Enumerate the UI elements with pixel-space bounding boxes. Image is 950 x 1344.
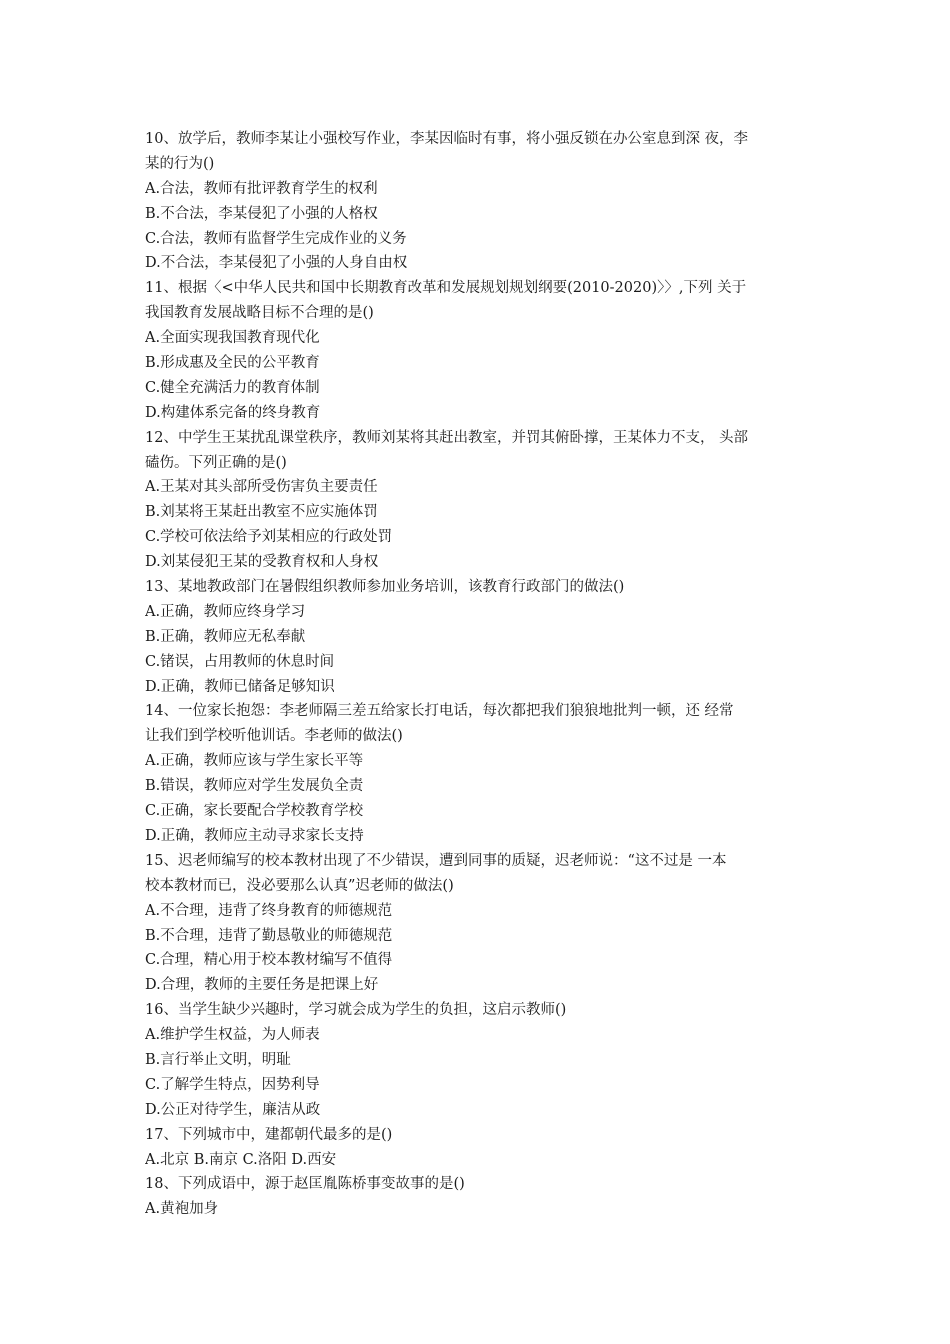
option-c: C.锗误，占用教师的休息时间 [145,653,335,670]
question-stem-line: 15、迟老师编写的校本教材出现了不少错误，遭到同事的质疑，迟老师说：“这不过是 一本 [145,852,727,869]
option-a: A.不合理，违背了终身教育的师德规范 [145,902,393,919]
option-d: D.公正对待学生，廉洁从政 [145,1101,321,1118]
option-b: B.刘某将王某赶出教室不应实施体罚 [145,504,378,521]
question-stem-line: 校本教材而已，没必要那么认真”迟老师的做法() [145,877,454,894]
option-b: B.言行举止文明，明耻 [145,1051,291,1068]
question-stem-line: 16、当学生缺少兴趣时，学习就会成为学生的负担，这启示教师() [145,1002,567,1019]
question-13 [145,575,810,699]
option-b: B.不合理，违背了勤恳敬业的师德规范 [145,927,393,944]
question-stem-line: 11、根据〈<中华人民共和国中长期教育改革和发展规划规划纲要(2010-2020)〉〉,下列 关于 [145,280,747,297]
document-page [145,127,810,1222]
option-d: D.正确，教师已储备足够知识 [145,678,335,695]
question-11 [145,276,810,425]
option-a: A.全面实现我国教育现代化 [145,330,320,347]
question-stem-line: 10、放学后，教师李某让小强校写作业，李某因临时有事，将小强反锁在办公室息到深 夜，李 [145,131,749,147]
option-a: A.合法，教师有批评教育学生的权利 [145,180,378,197]
option-d: D.合理，教师的主要任务是把课上好 [145,977,379,994]
option-c: C.学校可依法给予刘某相应的行政处罚 [145,529,393,546]
option-c: C.合理，精心用于校本教材编写不值得 [145,952,393,969]
option-c: C.了解学生特点，因势利导 [145,1076,320,1093]
question-17 [145,1123,810,1173]
option-d: D.不合法，李某侵犯了小强的人身自由权 [145,255,408,272]
option-d: D.构建体系完备的终身教育 [145,404,321,421]
question-stem-line: 18、下列成语中，源于赵匡胤陈桥事变故事的是() [145,1176,465,1193]
option-a: A.黄袍加身 [145,1201,219,1218]
question-12 [145,426,810,575]
option-c: C.健全充满活力的教育体制 [145,379,320,396]
question-14 [145,699,810,848]
option-a: A.维护学生权益，为人师表 [145,1027,320,1044]
question-stem-line: 17、下列城市中，建都朝代最多的是() [145,1126,393,1143]
option-c: C.正确，家长要配合学校教育学校 [145,803,364,820]
option-a: A.王某对其头部所受伤害负主要责任 [145,479,378,496]
option-b: B.错误，教师应对学生发展负全责 [145,778,364,795]
question-stem-line: 某的行为() [145,155,215,172]
question-10 [145,127,810,276]
option-b: B.正确，教师应无私奉献 [145,628,306,645]
question-stem-line: 13、某地教政部门在暑假组织教师参加业务培训，该教育行政部门的做法() [145,579,625,596]
option-d: D.刘某侵犯王某的受教育权和人身权 [145,554,379,571]
option-a: A.正确，教师应该与学生家长平等 [145,753,364,770]
option-b: B.形成惠及全民的公平教育 [145,355,320,372]
option-line: A.北京 B.南京 C.洛阳 D.西安 [145,1151,337,1168]
question-18 [145,1172,810,1222]
question-stem-line: 12、中学生王某扰乱课堂秩序，教师刘某将其赶出教室，并罚其俯卧撑，王某体力不支， 头部 [145,429,749,446]
question-stem-line: 磕伤。下列正确的是() [145,454,287,471]
question-15 [145,849,810,998]
option-a: A.正确，教师应终身学习 [145,603,306,620]
question-16 [145,998,810,1122]
option-d: D.正确，教师应主动寻求家长支持 [145,827,364,844]
question-stem-line: 14、一位家长抱怨：李老师隔三差五给家长打电话，每次都把我们狼狼地批判一顿，还 经常 [145,703,734,720]
option-c: C.合法，教师有监督学生完成作业的义务 [145,230,407,247]
question-stem-line: 我国教育发展战略目标不合理的是() [145,305,374,322]
question-stem-line: 让我们到学校听他训话。李老师的做法() [145,728,403,745]
option-b: B.不合法，李某侵犯了小强的人格权 [145,205,378,222]
